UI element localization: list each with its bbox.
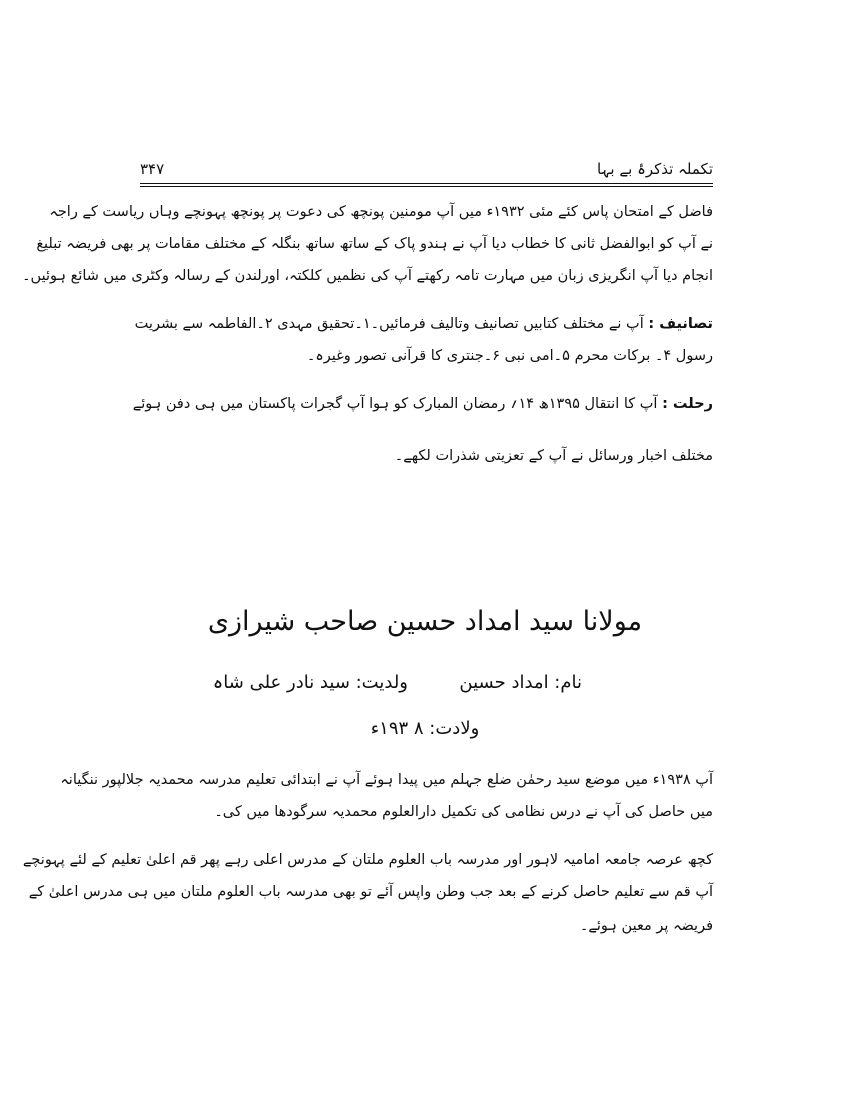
header-rule-thin xyxy=(140,186,713,187)
parentage-field: ولدیت: سید نادر علی شاہ xyxy=(212,672,408,693)
paragraph-line: میں حاصل کی آپ نے درس نظامی کی تکمیل دارالعلوم محمدیہ سرگودھا میں کی۔ xyxy=(214,804,713,820)
book-title: تکملہ تذکرۂ بے بہا xyxy=(597,160,713,178)
paragraph-line: آپ قم سے تعلیم حاصل کرنے کے بعد جب وطن واپس آئے تو بھی مدرسہ باب العلوم ملتان میں ہی مدرس اعلیٰ کے xyxy=(28,884,713,900)
paragraph-line: انجام دیا آپ انگریزی زبان میں مہارت تامہ رکھتے آپ کی نظمیں کلکتہ، اورلندن کے رسالہ وکٹری میں شائع ہوئیں۔ xyxy=(22,268,713,284)
works-label: تصانیف : xyxy=(648,316,713,332)
running-header xyxy=(140,160,713,182)
paragraph-line: نے آپ کو ابوالفضل ثانی کا خطاب دیا آپ نے ہندو پاک کے ساتھ ساتھ بنگلہ کے مختلف مقامات پر بھی فریضہ تبلیغ xyxy=(36,236,713,252)
paragraph-line: مختلف اخبار ورسائل نے آپ کے تعزیتی شذرات لکھے۔ xyxy=(394,448,713,464)
paragraph-line: رسول ۴۔ برکات محرم ۵۔امی نبی ۶۔جنتری کا قرآنی تصور وغیرہ۔ xyxy=(306,348,713,364)
paragraph-line: فاضل کے امتحان پاس کئے مئی ۱۹۳۲ء میں آپ مومنین پونچھ کی دعوت پر پونچھ پہونچے وہاں ریاست کے راجہ xyxy=(49,204,713,220)
death-text: آپ کا انتقال ۱۳۹۵ھ ۱۴؍ رمضان المبارک کو ہوا آپ گجرات پاکستان میں ہی دفن ہوئے xyxy=(132,396,658,412)
works-line xyxy=(135,312,713,336)
paragraph-line: کچھ عرصہ جامعہ امامیہ لاہور اور مدرسہ باب العلوم ملتان کے مدرس اعلی رہے پھر قم اعلیٰ تعلیم کے لئے پہونچے xyxy=(22,852,713,868)
birth-date: ولادت: ۸ ۱۹۳ء xyxy=(370,718,480,739)
paragraph-line: آپ ۱۹۳۸ء میں موضع سید رحمٰن ضلع جہلم میں پیدا ہوئے آپ نے ابتدائی تعلیم مدرسہ محمدیہ جلالپور ننگیانہ xyxy=(60,772,713,788)
biography-title: مولانا سید امداد حسین صاحب شیرازی xyxy=(207,606,643,637)
page-number: ۳۴۷ xyxy=(140,160,165,178)
death-line xyxy=(133,392,713,416)
death-label: رحلت : xyxy=(662,396,713,412)
name-field: نام: امداد حسین xyxy=(459,672,582,693)
works-text: آپ نے مختلف کتابیں تصانیف وتالیف فرمائیں۔۱۔تحقیق مہدی ۲۔الفاطمہ سے بشریت xyxy=(134,316,644,332)
header-rule xyxy=(140,183,713,184)
paragraph-line: فریضہ پر معین ہوئے۔ xyxy=(579,918,713,934)
